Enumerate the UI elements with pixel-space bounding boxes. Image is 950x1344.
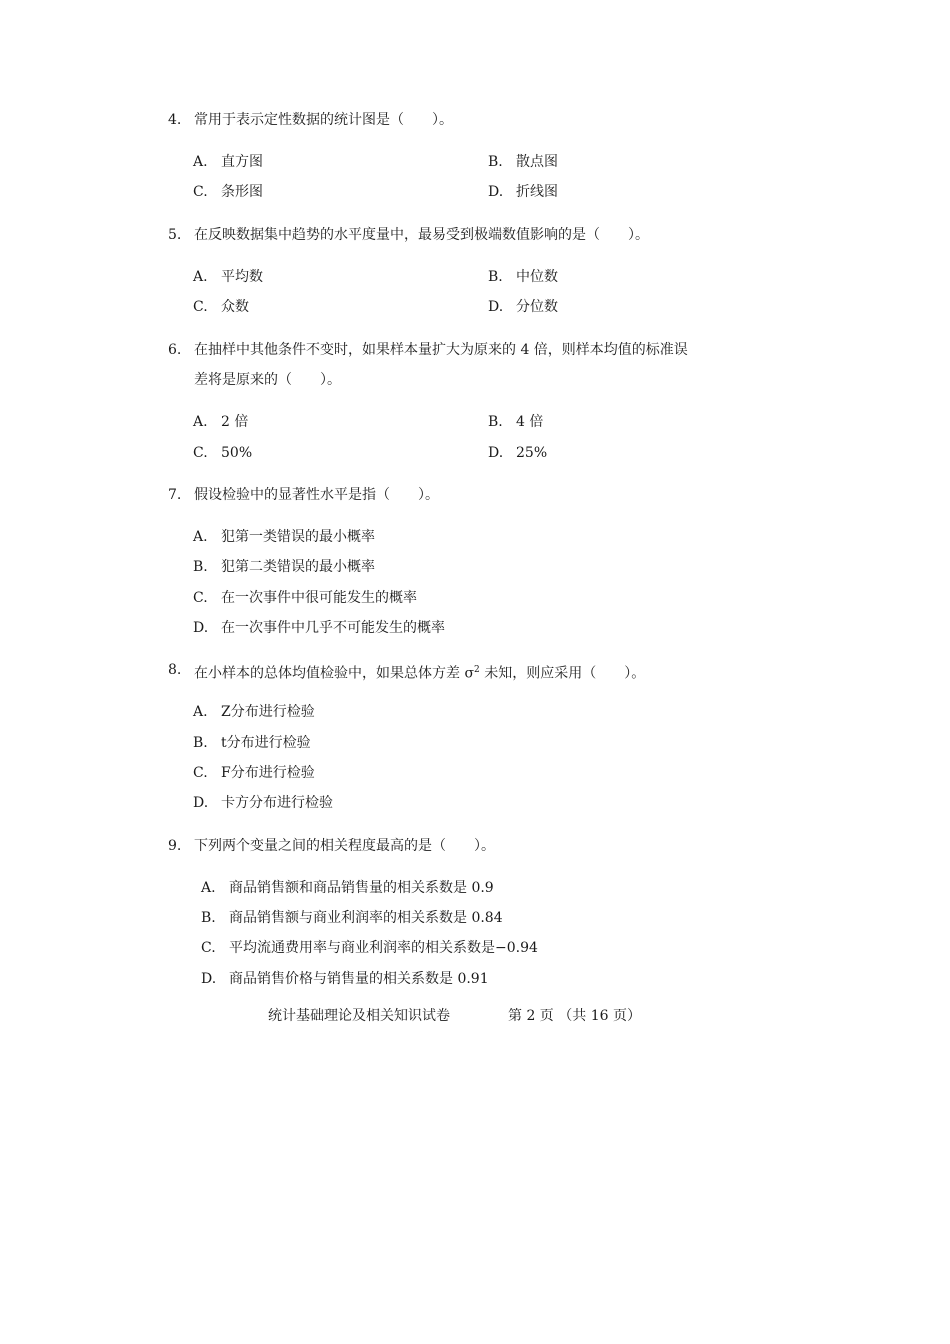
question-7 xyxy=(168,480,439,510)
question-number: 8. xyxy=(168,662,182,678)
option-c: C. 众数 xyxy=(193,299,249,315)
option-b: B. 犯第二类错误的最小概率 xyxy=(193,559,375,575)
option-b: B. 中位数 xyxy=(488,269,558,285)
option-a: A. 犯第一类错误的最小概率 xyxy=(193,529,375,545)
option-a: A. 直方图 xyxy=(193,154,263,170)
option-a: A. 商品销售额和商品销售量的相关系数是 0.9 xyxy=(201,880,494,896)
option-b: B. t分布进行检验 xyxy=(193,735,311,751)
question-text: 在抽样中其他条件不变时，如果样本量扩大为原来的 4 倍，则样本均值的标准误 xyxy=(194,342,688,358)
option-b: B. 商品销售额与商业利润率的相关系数是 0.84 xyxy=(201,910,503,926)
option-d: D. 卡方分布进行检验 xyxy=(193,795,333,811)
question-5 xyxy=(168,220,649,250)
option-d: D. 分位数 xyxy=(488,299,558,315)
question-9 xyxy=(168,831,495,861)
question-text: 下列两个变量之间的相关程度最高的是（ ）。 xyxy=(194,838,495,854)
question-8 xyxy=(168,655,646,685)
question-text: 在反映数据集中趋势的水平度量中，最易受到极端数值影响的是（ ）。 xyxy=(194,227,649,243)
option-d: D. 在一次事件中几乎不可能发生的概率 xyxy=(193,620,445,636)
question-number: 7. xyxy=(168,487,182,503)
question-number: 5. xyxy=(168,227,182,243)
option-a: A. Z分布进行检验 xyxy=(193,704,315,720)
option-b: B. 散点图 xyxy=(488,154,558,170)
option-c: C. 平均流通费用率与商业利润率的相关系数是−0.94 xyxy=(201,940,538,956)
option-a: A. 2 倍 xyxy=(193,414,249,430)
question-4 xyxy=(168,105,453,135)
question-text: 差将是原来的（ ）。 xyxy=(194,372,341,388)
footer-title: 统计基础理论及相关知识试卷 xyxy=(268,1008,450,1024)
option-c: C. 条形图 xyxy=(193,184,263,200)
question-text: 假设检验中的显著性水平是指（ ）。 xyxy=(194,487,439,503)
question-number: 9. xyxy=(168,838,182,854)
option-a: A. 平均数 xyxy=(193,269,263,285)
question-6 xyxy=(168,335,688,365)
option-d: D. 25% xyxy=(488,445,548,461)
footer-page-number: 第 2 页 （共 16 页） xyxy=(508,1008,641,1024)
option-d: D. 商品销售价格与销售量的相关系数是 0.91 xyxy=(201,971,489,987)
option-d: D. 折线图 xyxy=(488,184,558,200)
question-number: 6. xyxy=(168,342,182,358)
superscript: 2 xyxy=(474,665,480,675)
question-text: 常用于表示定性数据的统计图是（ ）。 xyxy=(194,112,453,128)
option-c: C. 在一次事件中很可能发生的概率 xyxy=(193,590,417,606)
question-text: 在小样本的总体均值检验中，如果总体方差 $\sigma^2$ 未知，则应采用（ ）。 xyxy=(194,665,646,682)
option-c: C. F分布进行检验 xyxy=(193,765,315,781)
option-c: C. 50% xyxy=(193,445,253,461)
question-number: 4. xyxy=(168,112,182,128)
option-b: B. 4 倍 xyxy=(488,414,544,430)
